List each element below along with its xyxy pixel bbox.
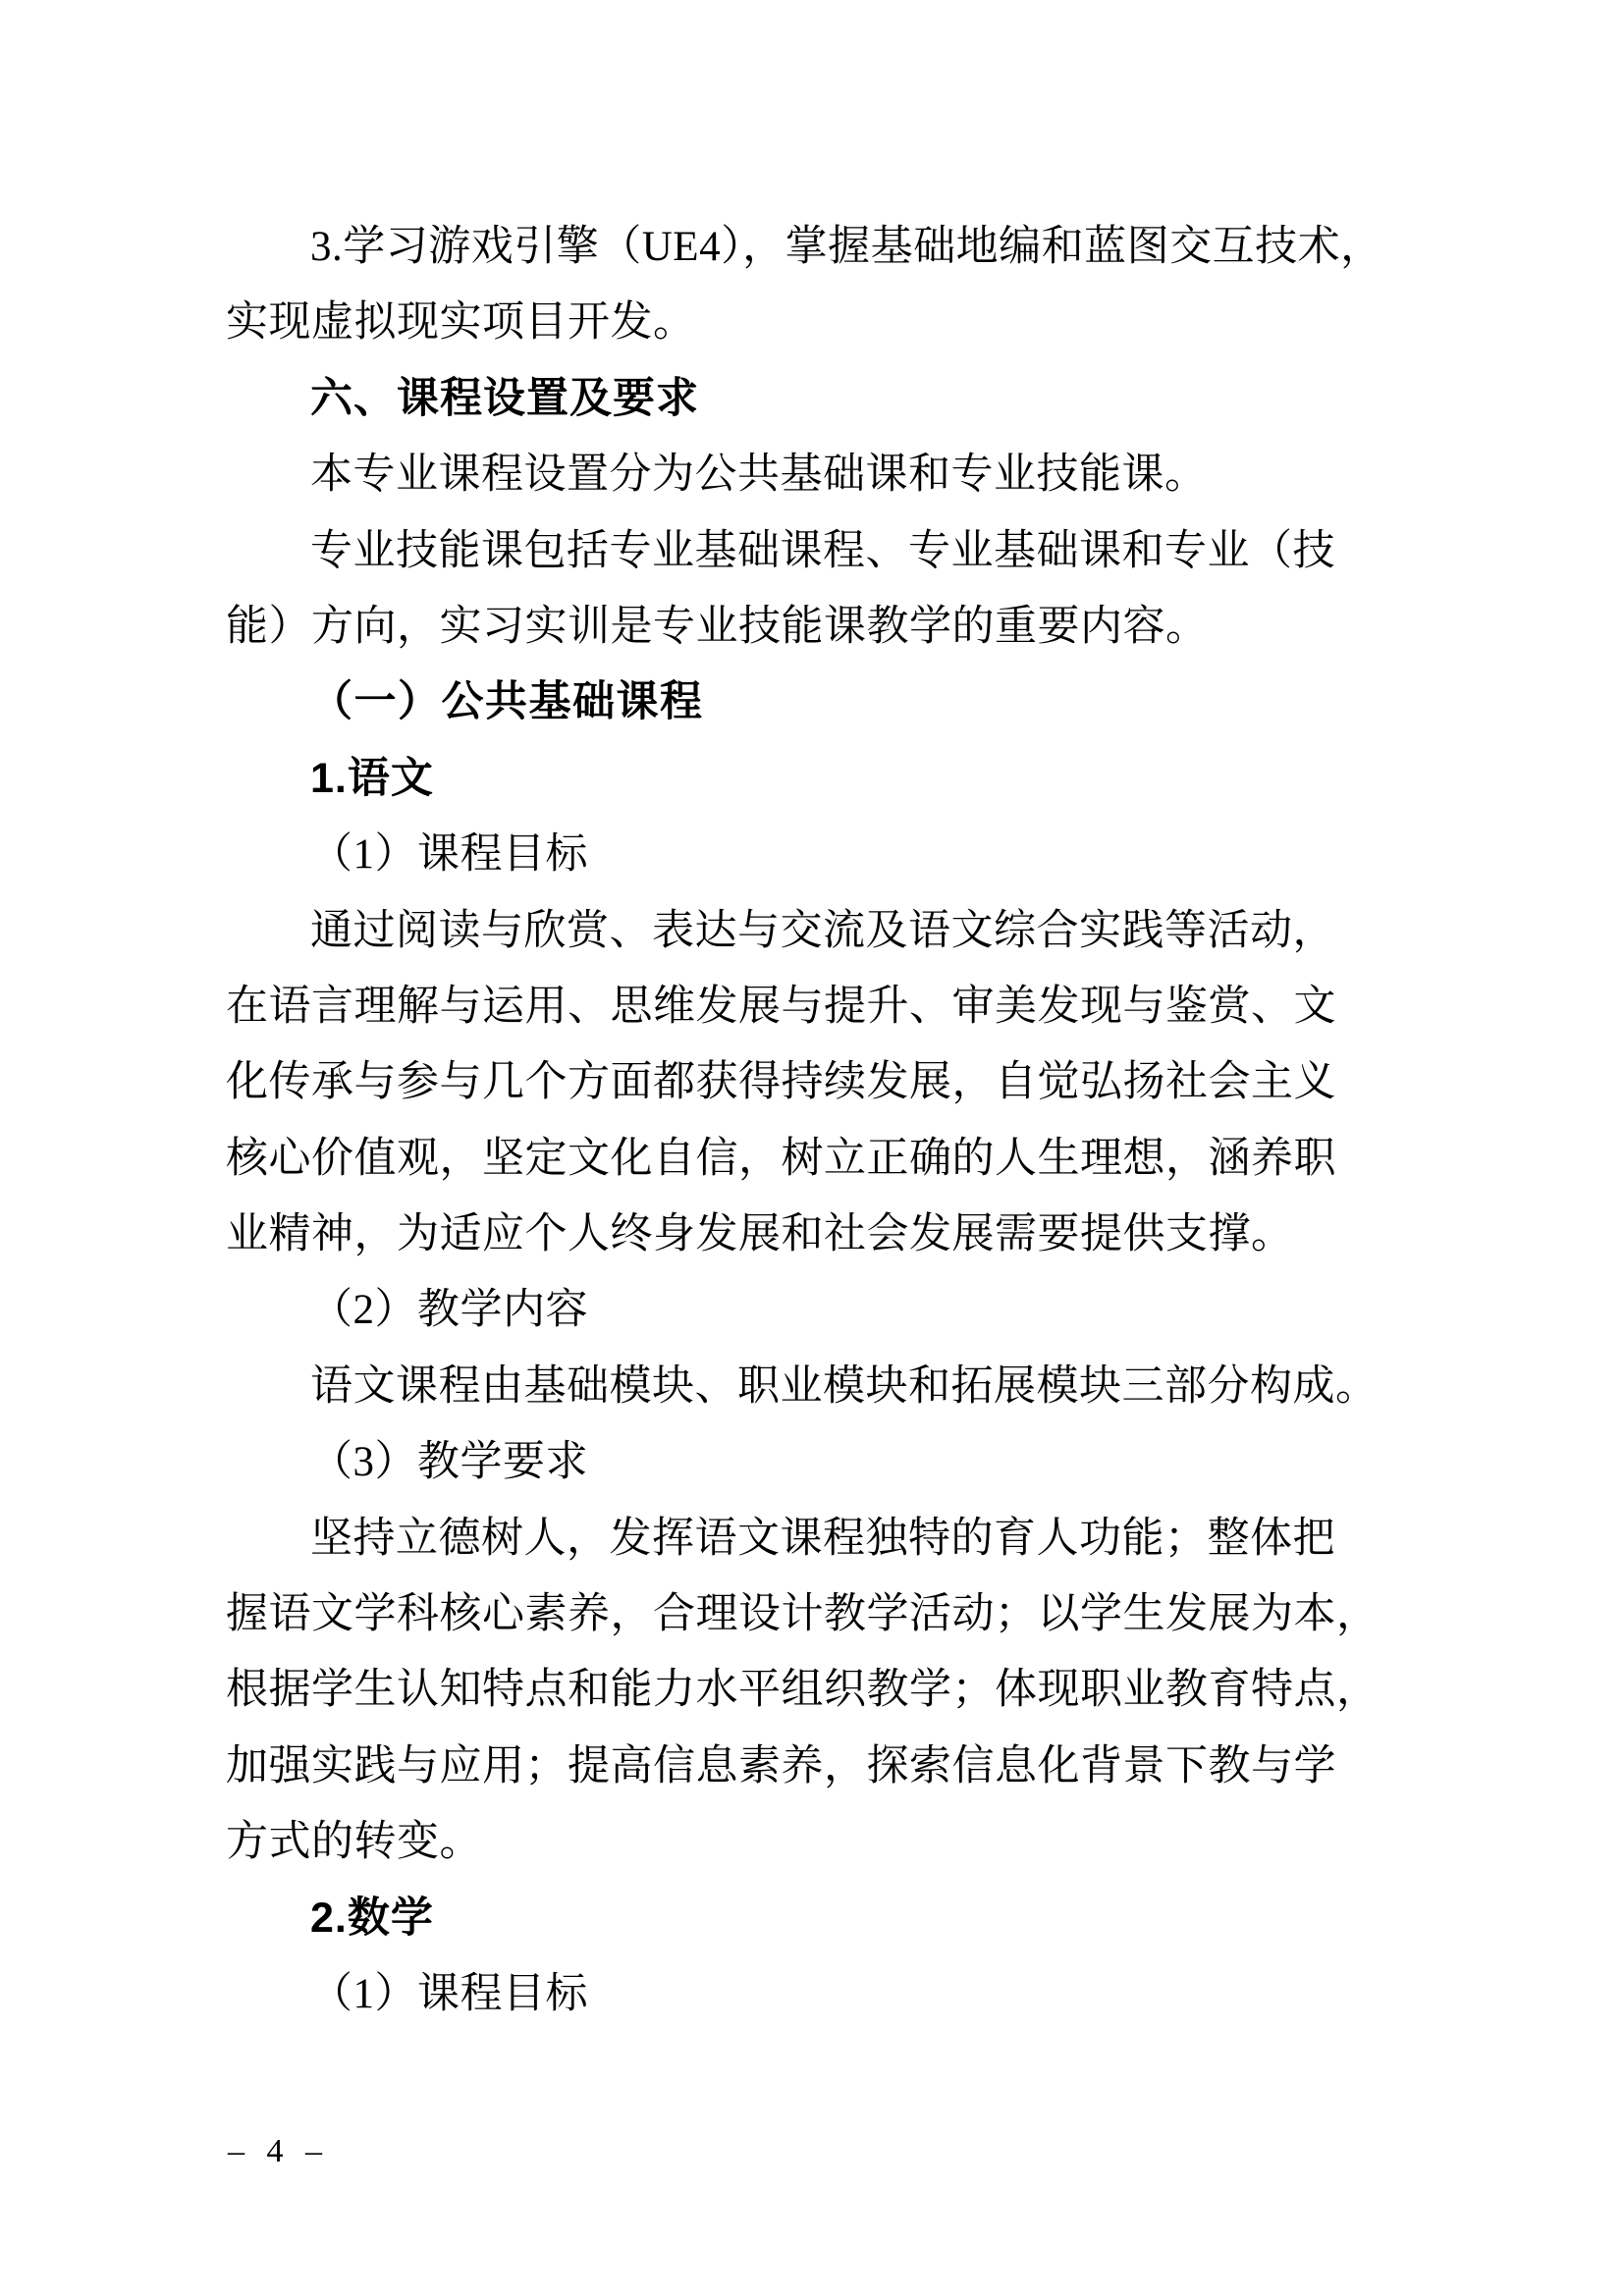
- page-number: – 4 –: [228, 2133, 329, 2169]
- text-line: 能）方向，实习实训是专业技能课教学的重要内容。: [226, 603, 1209, 650]
- text-line: （3）教学要求: [310, 1439, 588, 1486]
- text-line: 业精神，为适应个人终身发展和社会发展需要提供支撑。: [226, 1211, 1294, 1258]
- text-line: 通过阅读与欣赏、表达与交流及语文综合实践等活动，: [310, 907, 1335, 954]
- text-line: 握语文学科核心素养，合理设计教学活动；以学生发展为本，: [226, 1591, 1380, 1638]
- text-line: 加强实践与应用；提高信息素养，探索信息化背景下教与学: [226, 1742, 1336, 1789]
- text-line: 实现虚拟现实项目开发。: [226, 299, 696, 347]
- text-line: 化传承与参与几个方面都获得持续发展，自觉弘扬社会主义: [226, 1059, 1336, 1106]
- text-line: 本专业课程设置分为公共基础课和专业技能课。: [310, 452, 1208, 499]
- text-line: 在语言理解与运用、思维发展与提升、审美发现与鉴赏、文: [226, 983, 1336, 1030]
- text-line: 专业技能课包括专业基础课程、专业基础课和专业（技: [310, 527, 1335, 574]
- text-line: （2）教学内容: [310, 1287, 588, 1334]
- text-line: （1）课程目标: [310, 831, 588, 879]
- section-heading: （一）公共基础课程: [310, 679, 704, 726]
- document-body: [226, 209, 1463, 2032]
- section-heading: 1.语文: [310, 754, 434, 802]
- text-line: 坚持立德树人，发挥语文课程独特的育人功能；整体把: [310, 1515, 1335, 1562]
- text-line: 3.学习游戏引擎（UE4），掌握基础地编和蓝图交互技术，: [310, 224, 1383, 270]
- section-heading: 2.数学: [310, 1894, 434, 1942]
- section-heading: 六、课程设置及要求: [310, 374, 699, 422]
- text-line: 语文课程由基础模块、职业模块和拓展模块三部分构成。: [310, 1362, 1379, 1410]
- text-line: （1）课程目标: [310, 1970, 588, 2017]
- text-line: 根据学生认知特点和能力水平组织教学；体现职业教育特点，: [226, 1667, 1380, 1714]
- text-line: 核心价值观，坚定文化自信，树立正确的人生理想，涵养职: [226, 1135, 1336, 1182]
- text-line: 方式的转变。: [226, 1819, 482, 1866]
